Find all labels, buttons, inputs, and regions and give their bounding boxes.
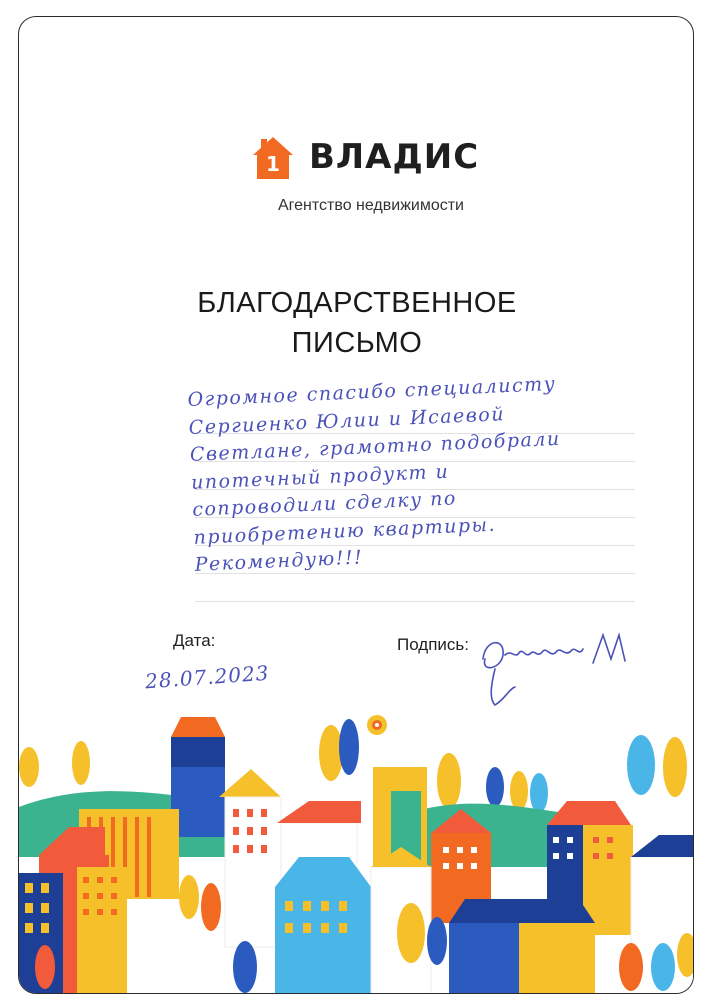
- letter-sheet: [18, 16, 694, 994]
- message-line: сопроводили сделку по: [191, 487, 458, 521]
- date-label: Дата:: [173, 631, 216, 650]
- message-line: Огромное спасибо специалисту: [187, 372, 557, 411]
- logo-number: 1: [266, 152, 280, 176]
- message-line: ипотечный продукт и: [190, 460, 450, 494]
- date-value: 28.07.2023: [144, 660, 271, 694]
- message-line: приобретению квартиры.: [193, 513, 497, 549]
- brand-subtitle: Агентство недвижимости: [278, 197, 464, 214]
- message-line: Рекомендую!!!: [194, 546, 364, 576]
- writing-line: [195, 601, 635, 602]
- house-logo-icon: [251, 135, 295, 183]
- signature-label: Подпись:: [397, 635, 470, 654]
- message-line: Сергиенко Юлии и Исаевой: [188, 402, 506, 439]
- brand-logo: [251, 135, 491, 214]
- handwritten-message: [187, 366, 675, 579]
- message-line: Светлане, грамотно подобрали: [189, 427, 562, 466]
- title-line-2: ПИСЬМО: [291, 327, 423, 359]
- brand-name: ВЛАДИС: [309, 137, 480, 177]
- title-line-1: БЛАГОДАРСТВЕННОЕ: [197, 287, 517, 319]
- document-title: [19, 283, 694, 363]
- city-illustration: [19, 697, 694, 994]
